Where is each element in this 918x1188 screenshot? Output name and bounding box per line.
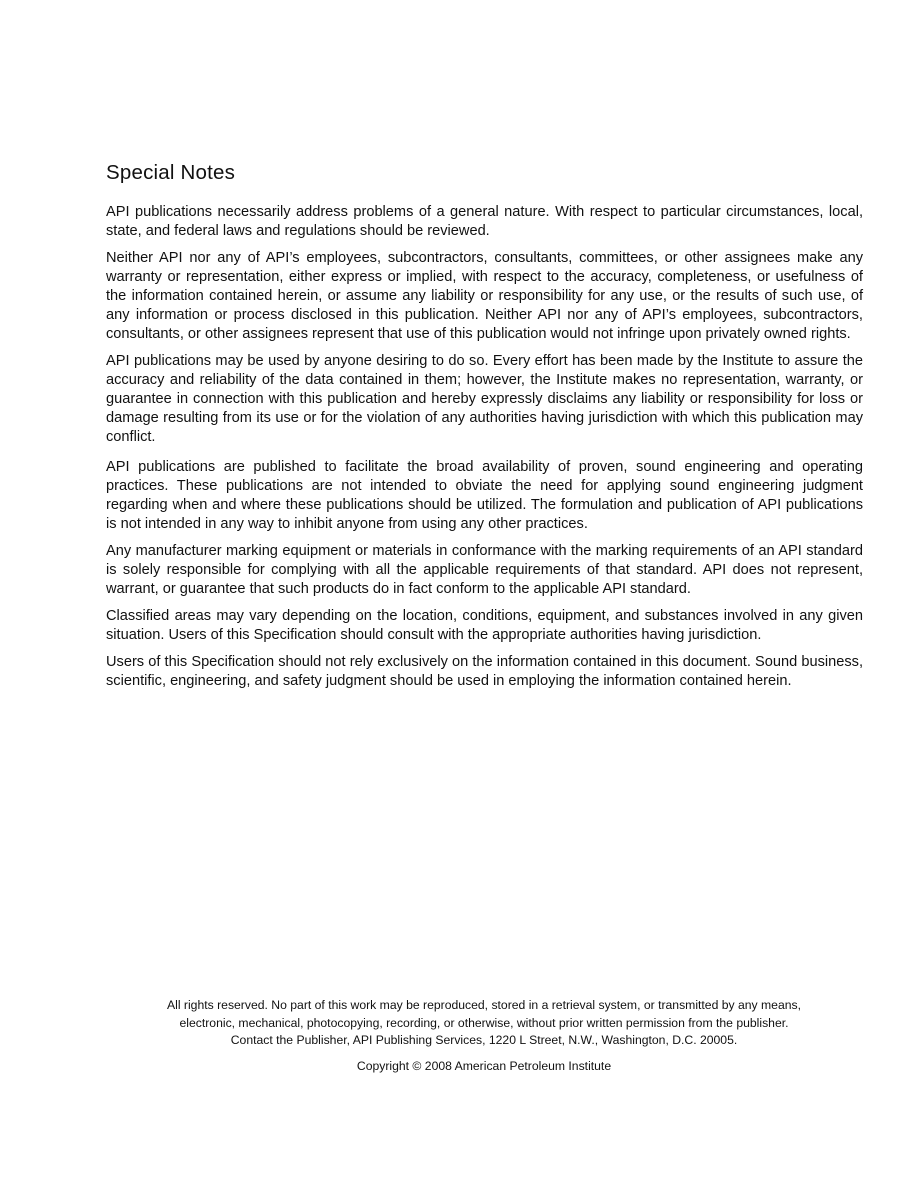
special-notes-body	[106, 203, 863, 699]
paragraph-purpose: API publications are published to facilitate the broad availability of proven, sound engineering and operating practices. These publications are not intended to obviate the need for applying sound engineering judgment regarding when and where these publications should be utilized. The formulation and publication of API publications is not intended in any way to inhibit anyone from using any other practices.	[106, 459, 863, 532]
paragraph-no-warranty: Neither API nor any of API’s employees, subcontractors, consultants, committees, or other assignees make any warranty or representation, either express or implied, with respect to the accuracy, completeness, or usefulness of the information contained herein, or assume any liability or responsibility for any use, or the results of such use, of any information or process disclosed in this publication. Neither API nor any of API’s employees, subcontractors, consultants, or other assignees represent that use of this publication would not infringe upon privately owned rights.	[106, 250, 863, 342]
rights-notice: All rights reserved. No part of this work may be reproduced, stored in a retrieval system, or transmitted by any means, electronic, mechanical, photocopying, recording, or otherwise, without prior written permission from the publisher. Contact the Publisher, API Publishing Services, 1220 L Street, N.W., Washington, D.C. 20005.	[166, 998, 801, 1047]
footer	[162, 997, 806, 1075]
paragraph-general-nature: API publications necessarily address problems of a general nature. With respect to particular circumstances, local, state, and federal laws and regulations should be reviewed.	[106, 204, 863, 239]
paragraph-marking: Any manufacturer marking equipment or materials in conformance with the marking requirements of an API standard is solely responsible for complying with all the applicable requirements of that standard. API does not represent, warrant, or guarantee that such products do in fact conform to the applicable API standard.	[106, 543, 863, 597]
paragraph-reliance: Users of this Specification should not rely exclusively on the information contained in this document. Sound business, scientific, engineering, and safety judgment should be used in employing the information contained herein.	[106, 654, 863, 689]
paragraph-usage: API publications may be used by anyone desiring to do so. Every effort has been made by the Institute to assure the accuracy and reliability of the data contained in them; however, the Institute makes no representation, warranty, or guarantee in connection with this publication and hereby expressly disclaims any liability or responsibility for loss or damage resulting from its use or for the violation of any authorities having jurisdiction with which this publication may conflict.	[106, 353, 863, 445]
copyright-notice: Copyright © 2008 American Petroleum Institute	[356, 1058, 612, 1073]
page-title: Special Notes	[106, 161, 236, 184]
paragraph-classified-areas: Classified areas may vary depending on the location, conditions, equipment, and substances involved in any given situation. Users of this Specification should consult with the appropriate authorities having jurisdiction.	[106, 608, 863, 643]
